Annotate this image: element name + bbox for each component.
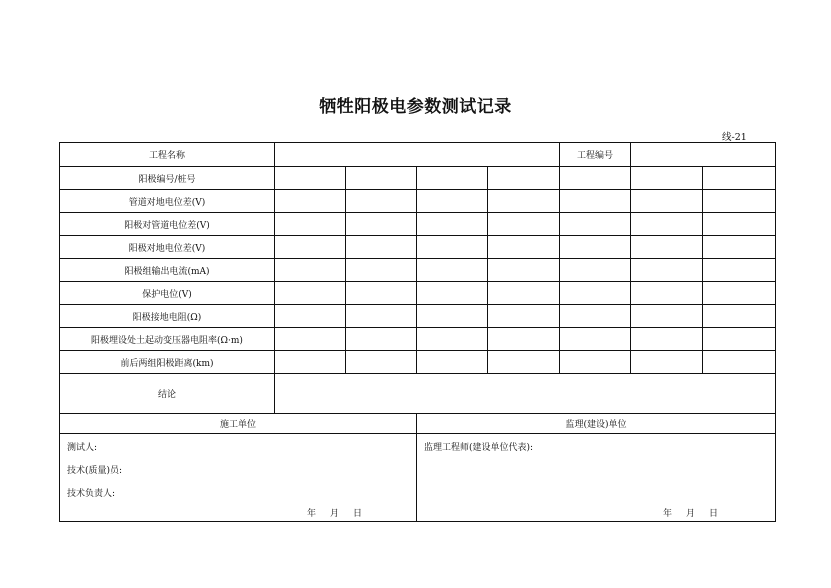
table-row bbox=[60, 190, 776, 213]
data-cell[interactable] bbox=[417, 305, 488, 328]
data-cell[interactable] bbox=[488, 167, 560, 190]
row-label: 阳极接地电阻(Ω) bbox=[60, 305, 275, 328]
data-cell[interactable] bbox=[560, 282, 631, 305]
data-cell[interactable] bbox=[346, 328, 417, 351]
data-cell[interactable] bbox=[703, 305, 776, 328]
data-cell[interactable] bbox=[346, 236, 417, 259]
technician-label: 技术(质量)员: bbox=[67, 466, 123, 476]
data-cell[interactable] bbox=[346, 282, 417, 305]
data-cell[interactable] bbox=[346, 167, 417, 190]
data-cell[interactable] bbox=[560, 167, 631, 190]
supervision-unit-label: 监理(建设)单位 bbox=[417, 414, 776, 434]
data-cell[interactable] bbox=[703, 259, 776, 282]
data-cell[interactable] bbox=[560, 213, 631, 236]
data-cell[interactable] bbox=[560, 328, 631, 351]
month-label: 月 bbox=[330, 509, 340, 519]
tech-lead-label: 技术负责人: bbox=[67, 489, 116, 499]
form-code: 线-21 bbox=[722, 132, 747, 143]
data-cell[interactable] bbox=[275, 167, 346, 190]
table-row bbox=[60, 213, 776, 236]
data-cell[interactable] bbox=[631, 351, 703, 374]
data-cell[interactable] bbox=[488, 259, 560, 282]
data-cell[interactable] bbox=[560, 259, 631, 282]
data-cell[interactable] bbox=[275, 305, 346, 328]
project-name-label: 工程名称 bbox=[60, 143, 275, 167]
data-cell[interactable] bbox=[631, 213, 703, 236]
data-cell[interactable] bbox=[275, 236, 346, 259]
data-cell[interactable] bbox=[703, 351, 776, 374]
row-label: 阳极编号/桩号 bbox=[60, 167, 275, 190]
data-cell[interactable] bbox=[417, 213, 488, 236]
row-label: 前后两组阳极距离(km) bbox=[60, 351, 275, 374]
test-record-table bbox=[59, 142, 776, 522]
data-cell[interactable] bbox=[631, 167, 703, 190]
data-cell[interactable] bbox=[488, 282, 560, 305]
data-cell[interactable] bbox=[488, 236, 560, 259]
row-label: 阳极对管道电位差(V) bbox=[60, 213, 275, 236]
year-label: 年 bbox=[307, 509, 317, 519]
day-label: 日 bbox=[353, 509, 363, 519]
data-cell[interactable] bbox=[488, 328, 560, 351]
data-cell[interactable] bbox=[346, 259, 417, 282]
project-row bbox=[60, 143, 776, 167]
data-cell[interactable] bbox=[275, 351, 346, 374]
data-cell[interactable] bbox=[417, 190, 488, 213]
month-label: 月 bbox=[686, 509, 696, 519]
data-cell[interactable] bbox=[631, 190, 703, 213]
data-cell[interactable] bbox=[703, 213, 776, 236]
data-cell[interactable] bbox=[275, 259, 346, 282]
row-label: 阳极组输出电流(mA) bbox=[60, 259, 275, 282]
data-cell[interactable] bbox=[417, 282, 488, 305]
data-cell[interactable] bbox=[346, 305, 417, 328]
table-row bbox=[60, 282, 776, 305]
data-cell[interactable] bbox=[417, 259, 488, 282]
project-name-field[interactable] bbox=[275, 143, 560, 167]
tester-label: 测试人: bbox=[67, 443, 98, 453]
signoff-header-row bbox=[60, 414, 776, 434]
table-row bbox=[60, 328, 776, 351]
conclusion-field[interactable] bbox=[275, 374, 776, 414]
data-cell[interactable] bbox=[417, 351, 488, 374]
day-label: 日 bbox=[709, 509, 719, 519]
table-row bbox=[60, 236, 776, 259]
data-cell[interactable] bbox=[560, 190, 631, 213]
data-cell[interactable] bbox=[275, 328, 346, 351]
row-label: 阳极埋设处土起动变压器电阻率(Ω·m) bbox=[60, 328, 275, 351]
data-cell[interactable] bbox=[275, 190, 346, 213]
project-no-field[interactable] bbox=[631, 143, 776, 167]
row-label: 阳极对地电位差(V) bbox=[60, 236, 275, 259]
table-row bbox=[60, 351, 776, 374]
data-cell[interactable] bbox=[488, 305, 560, 328]
data-cell[interactable] bbox=[346, 213, 417, 236]
data-cell[interactable] bbox=[417, 167, 488, 190]
signoff-row bbox=[60, 434, 776, 522]
data-cell[interactable] bbox=[560, 351, 631, 374]
year-label: 年 bbox=[663, 509, 673, 519]
project-no-label: 工程编号 bbox=[560, 143, 631, 167]
data-cell[interactable] bbox=[703, 167, 776, 190]
row-label: 管道对地电位差(V) bbox=[60, 190, 275, 213]
supervision-signoff[interactable] bbox=[417, 434, 776, 522]
supervising-engineer-label: 监理工程师(建设单位代表): bbox=[424, 443, 534, 453]
data-cell[interactable] bbox=[703, 282, 776, 305]
conclusion-label: 结论 bbox=[60, 374, 275, 414]
data-cell[interactable] bbox=[560, 236, 631, 259]
data-cell[interactable] bbox=[631, 259, 703, 282]
construction-signoff[interactable] bbox=[60, 434, 417, 522]
data-cell[interactable] bbox=[631, 328, 703, 351]
data-cell[interactable] bbox=[275, 213, 346, 236]
data-cell[interactable] bbox=[417, 328, 488, 351]
data-cell[interactable] bbox=[488, 213, 560, 236]
data-cell[interactable] bbox=[488, 190, 560, 213]
data-cell[interactable] bbox=[560, 305, 631, 328]
page-title: 牺牲阳极电参数测试记录 bbox=[319, 97, 512, 117]
table-row bbox=[60, 167, 776, 190]
data-cell[interactable] bbox=[703, 236, 776, 259]
data-cell[interactable] bbox=[488, 351, 560, 374]
construction-date bbox=[307, 506, 362, 519]
data-cell[interactable] bbox=[275, 282, 346, 305]
data-cell[interactable] bbox=[631, 236, 703, 259]
table-row bbox=[60, 305, 776, 328]
conclusion-row bbox=[60, 374, 776, 414]
data-cell[interactable] bbox=[631, 305, 703, 328]
data-cell[interactable] bbox=[417, 236, 488, 259]
construction-unit-label: 施工单位 bbox=[60, 414, 417, 434]
data-cell[interactable] bbox=[703, 328, 776, 351]
supervision-date bbox=[663, 506, 718, 519]
data-cell[interactable] bbox=[631, 282, 703, 305]
data-cell[interactable] bbox=[346, 190, 417, 213]
table-row bbox=[60, 259, 776, 282]
data-cell[interactable] bbox=[346, 351, 417, 374]
data-cell[interactable] bbox=[703, 190, 776, 213]
row-label: 保护电位(V) bbox=[60, 282, 275, 305]
